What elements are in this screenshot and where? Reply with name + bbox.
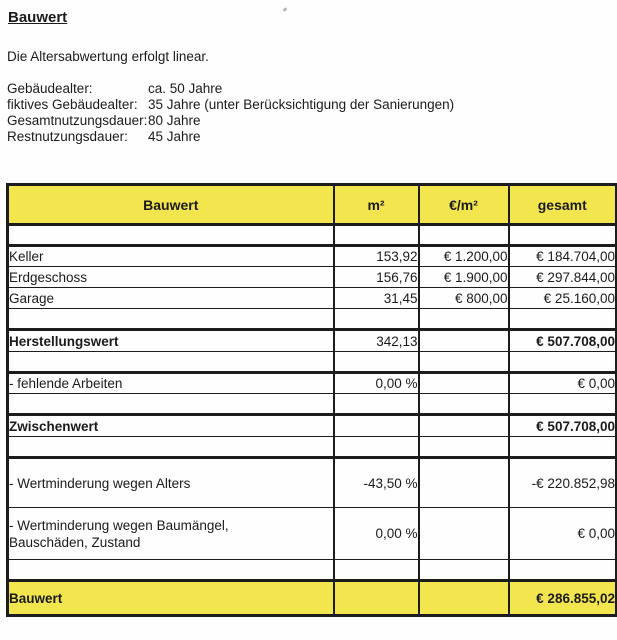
info-row-gesamtnutzungsdauer xyxy=(7,113,617,129)
cell-price-per-m2: € 800,00 xyxy=(419,288,509,309)
info-value: 35 Jahre (unter Berücksichtigung der Sanierungen) xyxy=(148,97,455,112)
cell-total: € 297.844,00 xyxy=(509,267,617,288)
row-label: Garage xyxy=(8,288,334,309)
info-value: 45 Jahre xyxy=(148,129,201,144)
info-value: 80 Jahre xyxy=(148,113,201,128)
column-header-bauwert: Bauwert xyxy=(8,185,334,225)
table-row-wertminderung-baumaengel xyxy=(8,508,617,560)
cell-m2 xyxy=(334,581,419,616)
row-label: - Wertminderung wegen Baumängel, Bauschäden, Zustand xyxy=(8,508,334,560)
building-info-list xyxy=(7,81,617,145)
row-label: Erdgeschoss xyxy=(8,267,334,288)
table-row-garage xyxy=(8,288,617,309)
cell-price-per-m2 xyxy=(419,458,509,508)
bauwert-table xyxy=(6,183,617,617)
row-label: Bauwert xyxy=(8,581,334,616)
row-label: Herstellungswert xyxy=(8,330,334,352)
cell-total: € 507.708,00 xyxy=(509,415,617,437)
cell-m2: 342,13 xyxy=(334,330,419,352)
cell-total: € 507.708,00 xyxy=(509,330,617,352)
spacer-row xyxy=(8,225,617,246)
cell-price-per-m2 xyxy=(419,415,509,437)
cell-total: -€ 220.852,98 xyxy=(509,458,617,508)
cell-percent: 0,00 % xyxy=(334,508,419,560)
info-label: Gebäudealter: xyxy=(7,81,93,96)
cell-percent: -43,50 % xyxy=(334,458,419,508)
table-row-herstellungswert xyxy=(8,330,617,352)
cell-m2: 153,92 xyxy=(334,246,419,267)
spacer-row xyxy=(8,394,617,415)
cell-total: € 184.704,00 xyxy=(509,246,617,267)
row-label: Keller xyxy=(8,246,334,267)
cell-m2 xyxy=(334,415,419,437)
info-row-gebaeudealter xyxy=(7,81,617,97)
cell-price-per-m2 xyxy=(419,373,509,394)
info-label: Gesamtnutzungsdauer: xyxy=(7,113,148,128)
table-row-keller xyxy=(8,246,617,267)
info-label: Restnutzungsdauer: xyxy=(7,129,128,144)
intro-text: Die Altersabwertung erfolgt linear. xyxy=(7,49,209,64)
table-row-bauwert-total xyxy=(8,581,617,616)
cell-total: € 0,00 xyxy=(509,373,617,394)
cell-total: € 286.855,02 xyxy=(509,581,617,616)
table-header-row xyxy=(8,185,617,225)
row-label: Zwischenwert xyxy=(8,415,334,437)
info-value: ca. 50 Jahre xyxy=(148,81,223,96)
table-row-fehlende-arbeiten xyxy=(8,373,617,394)
cell-percent: 0,00 % xyxy=(334,373,419,394)
cell-price-per-m2 xyxy=(419,330,509,352)
column-header-gesamt: gesamt xyxy=(509,185,617,225)
table-row-zwischenwert xyxy=(8,415,617,437)
column-header-m2: m² xyxy=(334,185,419,225)
cell-price-per-m2: € 1.200,00 xyxy=(419,246,509,267)
info-row-fiktives-gebaeudealter xyxy=(7,97,617,113)
info-row-restnutzungsdauer xyxy=(7,129,617,145)
cell-price-per-m2 xyxy=(419,508,509,560)
cell-m2: 156,76 xyxy=(334,267,419,288)
cell-m2: 31,45 xyxy=(334,288,419,309)
page-title: Bauwert xyxy=(8,9,68,26)
row-label: - fehlende Arbeiten xyxy=(8,373,334,394)
row-label: - Wertminderung wegen Alters xyxy=(8,458,334,508)
cell-total: € 25.160,00 xyxy=(509,288,617,309)
spacer-row xyxy=(8,352,617,373)
table-row-wertminderung-alter xyxy=(8,458,617,508)
cell-price-per-m2 xyxy=(419,581,509,616)
spacer-row xyxy=(8,309,617,330)
column-header-eur-per-m2: €/m² xyxy=(419,185,509,225)
cell-total: € 0,00 xyxy=(509,508,617,560)
table-row-erdgeschoss xyxy=(8,267,617,288)
spacer-row xyxy=(8,437,617,458)
cell-price-per-m2: € 1.900,00 xyxy=(419,267,509,288)
info-label: fiktives Gebäudealter: xyxy=(7,97,138,112)
spacer-row xyxy=(8,560,617,581)
